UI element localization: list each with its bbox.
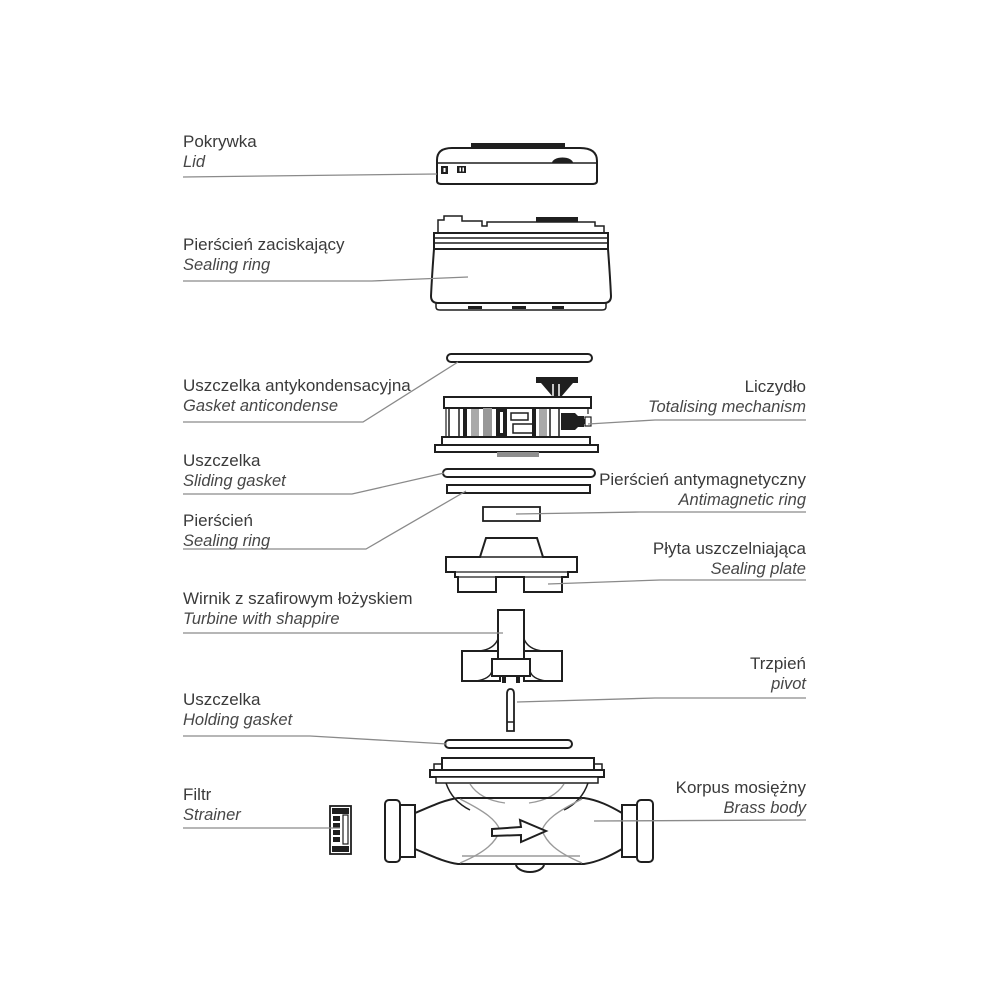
label-antimagnetic-ring-en: Antimagnetic ring — [678, 491, 806, 509]
sealing-ring-drawing — [447, 485, 590, 493]
label-clamping-ring-pl: Pierścień zaciskający — [183, 235, 345, 254]
label-strainer — [183, 784, 241, 826]
label-holding-gasket — [183, 689, 292, 731]
label-sliding-gasket-pl: Uszczelka — [183, 451, 261, 470]
label-antimagnetic-ring — [599, 469, 806, 511]
label-sealing-ring-en: Sealing ring — [183, 532, 271, 550]
label-anticondense-gasket-en: Gasket anticondense — [183, 397, 339, 415]
label-strainer-en: Strainer — [183, 806, 241, 824]
label-turbine-en: Turbine with shappire — [183, 610, 340, 628]
label-brass-body — [676, 777, 806, 819]
label-lid-en: Lid — [183, 153, 206, 171]
label-anticondense-gasket — [183, 375, 411, 417]
label-sealing-plate — [653, 538, 806, 580]
anticondense-gasket-drawing — [447, 354, 592, 362]
label-antimagnetic-ring-pl: Pierścień antymagnetyczny — [599, 470, 806, 489]
lid-drawing — [437, 143, 597, 184]
totalising-mechanism-drawing — [435, 377, 598, 457]
label-sealing-plate-pl: Płyta uszczelniająca — [652, 539, 806, 558]
label-lid — [183, 131, 257, 173]
label-totalising-mechanism-en: Totalising mechanism — [647, 398, 806, 416]
label-turbine-pl: Wirnik z szafirowym łożyskiem — [183, 589, 413, 608]
label-sealing-plate-en: Sealing plate — [710, 560, 806, 578]
holding-gasket-drawing — [445, 740, 572, 748]
label-pivot — [750, 653, 806, 695]
label-clamping-ring — [183, 234, 345, 276]
label-totalising-mechanism-pl: Liczydło — [744, 377, 806, 396]
label-totalising-mechanism — [648, 376, 806, 418]
body-neck-drawing — [430, 758, 604, 810]
flow-arrow-icon — [492, 820, 546, 842]
label-turbine — [183, 588, 413, 630]
turbine-drawing — [462, 610, 562, 683]
pivot-drawing — [507, 689, 514, 731]
clamping-ring-drawing — [431, 216, 611, 310]
strainer-drawing — [330, 806, 351, 854]
label-lid-pl: Pokrywka — [183, 132, 257, 151]
label-anticondense-gasket-pl: Uszczelka antykondensacyjna — [183, 376, 411, 395]
label-strainer-pl: Filtr — [183, 785, 212, 804]
label-sealing-ring — [183, 510, 270, 552]
label-holding-gasket-pl: Uszczelka — [183, 690, 261, 709]
brass-body-drawing — [385, 798, 653, 872]
sliding-gasket-drawing — [443, 469, 595, 477]
label-brass-body-en: Brass body — [723, 799, 806, 817]
label-pivot-en: pivot — [771, 675, 806, 693]
label-sealing-ring-pl: Pierścień — [183, 511, 253, 530]
label-pivot-pl: Trzpień — [749, 654, 806, 673]
label-sliding-gasket — [183, 450, 286, 492]
label-sliding-gasket-en: Sliding gasket — [183, 472, 286, 490]
label-clamping-ring-en: Sealing ring — [183, 256, 271, 274]
label-brass-body-pl: Korpus mosiężny — [675, 778, 806, 797]
label-holding-gasket-en: Holding gasket — [183, 711, 293, 729]
